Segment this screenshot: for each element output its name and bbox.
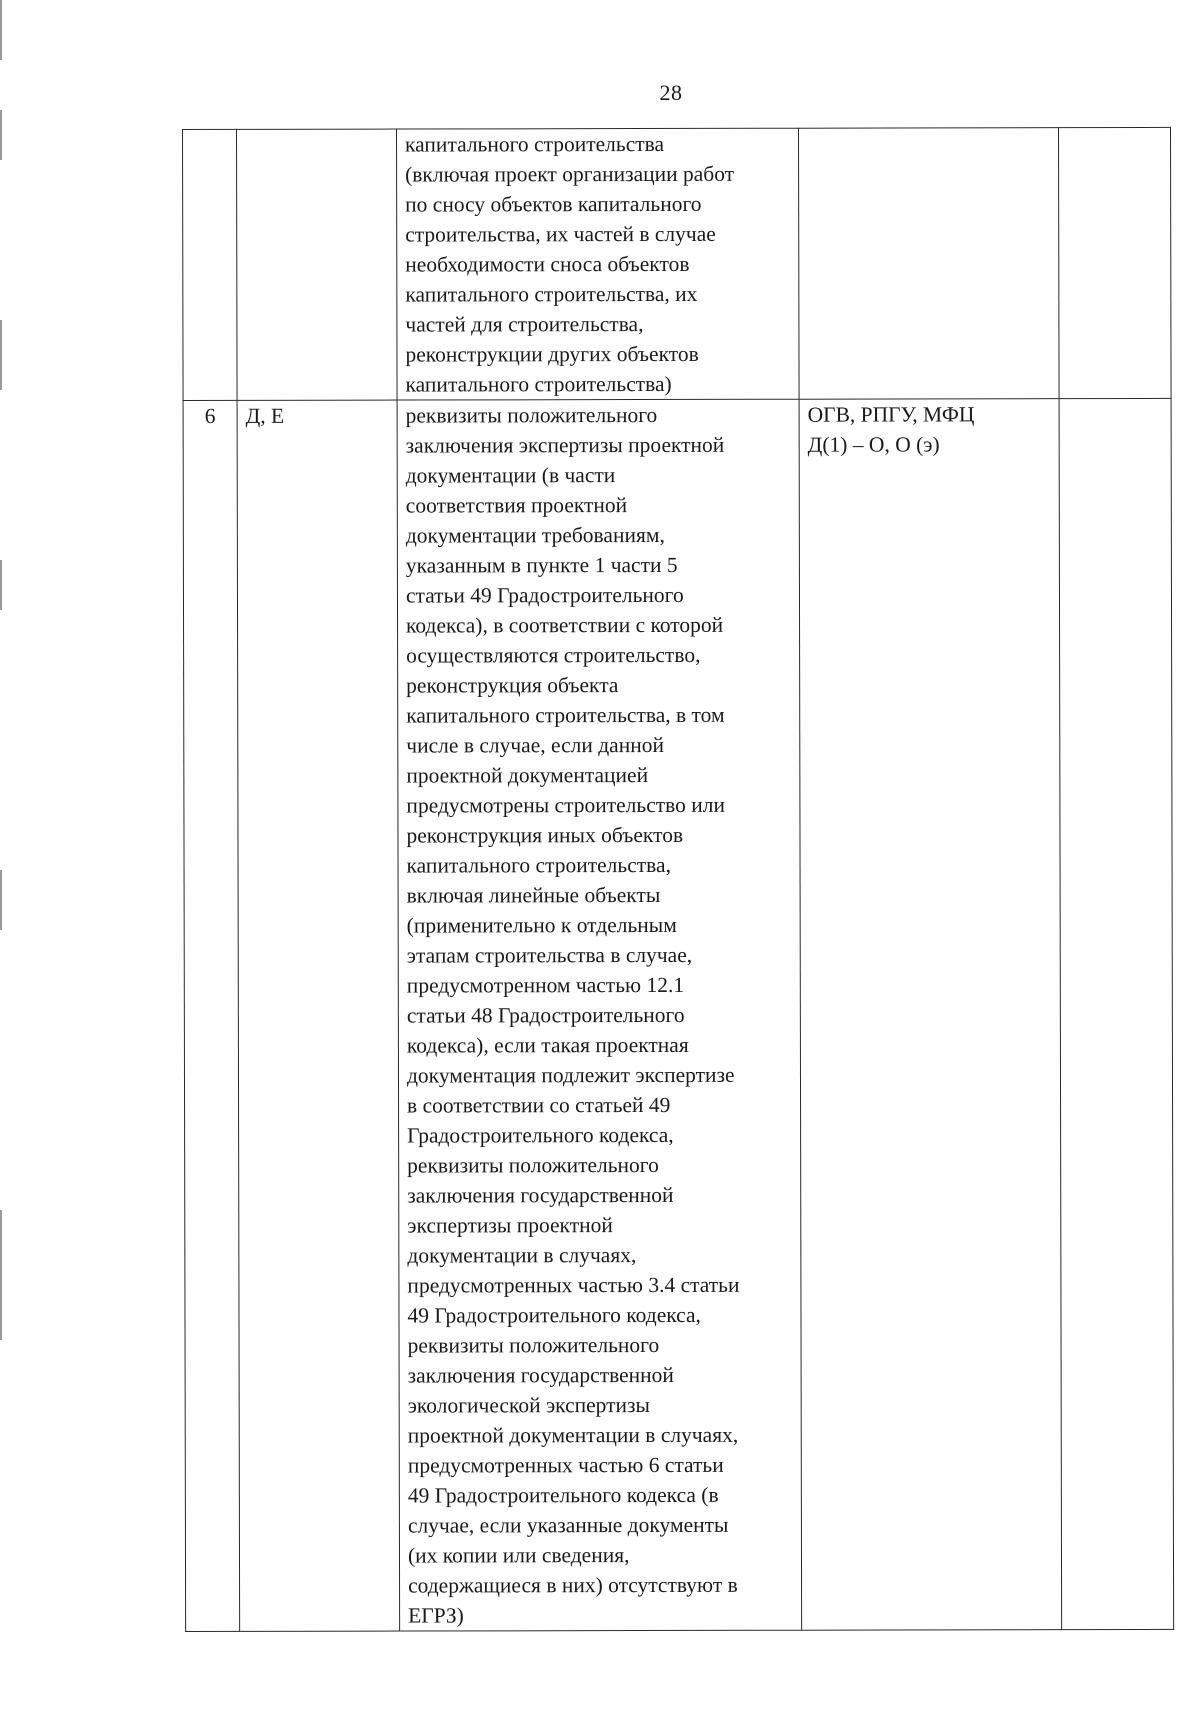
- scan-edge-mark: [0, 0, 2, 60]
- text-line: реконструкция объекта: [406, 673, 619, 698]
- text-line: экологической экспертизы: [407, 1393, 651, 1418]
- row-source-cell: [798, 128, 1059, 400]
- text-line: реквизиты положительного: [407, 1153, 659, 1178]
- text-line: (включая проект организации работ: [405, 161, 735, 187]
- text-line: реквизиты положительного: [407, 1333, 660, 1358]
- text-line: предусмотренных частью 3.4 статьи: [407, 1272, 740, 1298]
- scan-edge-mark: [0, 1210, 2, 1340]
- row-source-cell: [799, 399, 1062, 1631]
- text-line: капитального строительства, в том: [406, 702, 725, 728]
- row-text-cell: [397, 399, 802, 1631]
- table-row: [183, 127, 1172, 400]
- text-line: реконструкции других объектов: [405, 341, 699, 367]
- text-line: соответствия проектной: [405, 493, 628, 518]
- text-line: кодекса), если такая проектная: [406, 1032, 689, 1058]
- text-line: указанным в пункте 1 части 5: [405, 552, 678, 578]
- row-number-cell: [183, 129, 238, 400]
- text-line: кодекса), в соответствии с которой: [406, 612, 724, 638]
- text-line: реконструкция иных объектов: [406, 822, 684, 848]
- text-line: строительства, их частей в случае: [405, 221, 716, 247]
- text-line: заключения государственной: [407, 1362, 674, 1388]
- text-line: документации (в части: [405, 463, 616, 488]
- text-line: необходимости сноса объектов: [405, 251, 690, 277]
- text-line: в соответствии со статьей 49: [407, 1092, 671, 1118]
- scan-edge-mark: [0, 110, 2, 160]
- scan-edge-mark: [0, 560, 2, 610]
- text-line: осуществляются строительство,: [406, 642, 701, 668]
- text-line: документации в случаях,: [407, 1243, 637, 1268]
- text-line: экспертизы проектной: [407, 1213, 613, 1238]
- row-extra-cell: [1058, 127, 1171, 398]
- row-text-cell: [397, 128, 800, 400]
- row-number-cell: 6: [183, 400, 240, 1631]
- text-line: содержащиеся в них) отсутствуют в: [408, 1572, 738, 1598]
- row-code-cell: [237, 129, 398, 400]
- text-line: предусмотрены строительство или: [406, 792, 726, 818]
- text-line: 49 Градостроительного кодекса (в: [407, 1482, 719, 1508]
- text-line: реквизиты положительного: [405, 403, 658, 428]
- text-line: проектной документацией: [406, 763, 649, 788]
- text-line: (их копии или сведения,: [407, 1543, 630, 1568]
- text-line: капитального строительства: [405, 131, 665, 157]
- text-line: капитального строительства,: [406, 852, 671, 878]
- text-line: капитального строительства, их: [405, 281, 698, 307]
- text-line: Градостроительного кодекса,: [407, 1122, 674, 1148]
- scan-edge-mark: [0, 320, 2, 390]
- text-line: ЕГРЗ): [408, 1603, 464, 1628]
- text-line: документации требованиям,: [405, 522, 665, 548]
- text-line: статьи 49 Градостроительного: [405, 582, 684, 608]
- text-line: включая линейные объекты: [406, 883, 661, 908]
- row-code-cell: Д, Е: [237, 400, 400, 1631]
- text-line: предусмотренных частью 6 статьи: [407, 1452, 724, 1478]
- table-row: [183, 398, 1174, 1631]
- text-line: частей для строительства,: [405, 312, 644, 337]
- text-line: случае, если указанные документы: [407, 1512, 729, 1538]
- document-table: [182, 127, 1174, 1632]
- text-line: по сносу объектов капитального: [405, 191, 702, 217]
- row-extra-cell: [1059, 398, 1174, 1629]
- text-line: (применительно к отдельным: [406, 912, 677, 938]
- text-line: капитального строительства): [405, 371, 672, 397]
- text-line: заключения экспертизы проектной: [405, 432, 725, 458]
- text-line: статьи 48 Градостроительного: [406, 1002, 685, 1028]
- source-line: ОГВ, РПГУ, МФЦ: [807, 402, 975, 427]
- text-line: предусмотренном частью 12.1: [406, 972, 685, 998]
- scan-edge-mark: [0, 870, 2, 930]
- source-line: Д(1) – О, О (э): [807, 432, 940, 457]
- text-line: числе в случае, если данной: [406, 732, 665, 758]
- text-line: этапам строительства в случае,: [406, 942, 693, 968]
- text-line: заключения государственной: [407, 1182, 674, 1208]
- page-number: 28: [659, 80, 683, 105]
- text-line: документация подлежит экспертизе: [406, 1062, 735, 1088]
- text-line: 49 Градостроительного кодекса,: [407, 1302, 701, 1328]
- text-line: проектной документации в случаях,: [407, 1422, 739, 1448]
